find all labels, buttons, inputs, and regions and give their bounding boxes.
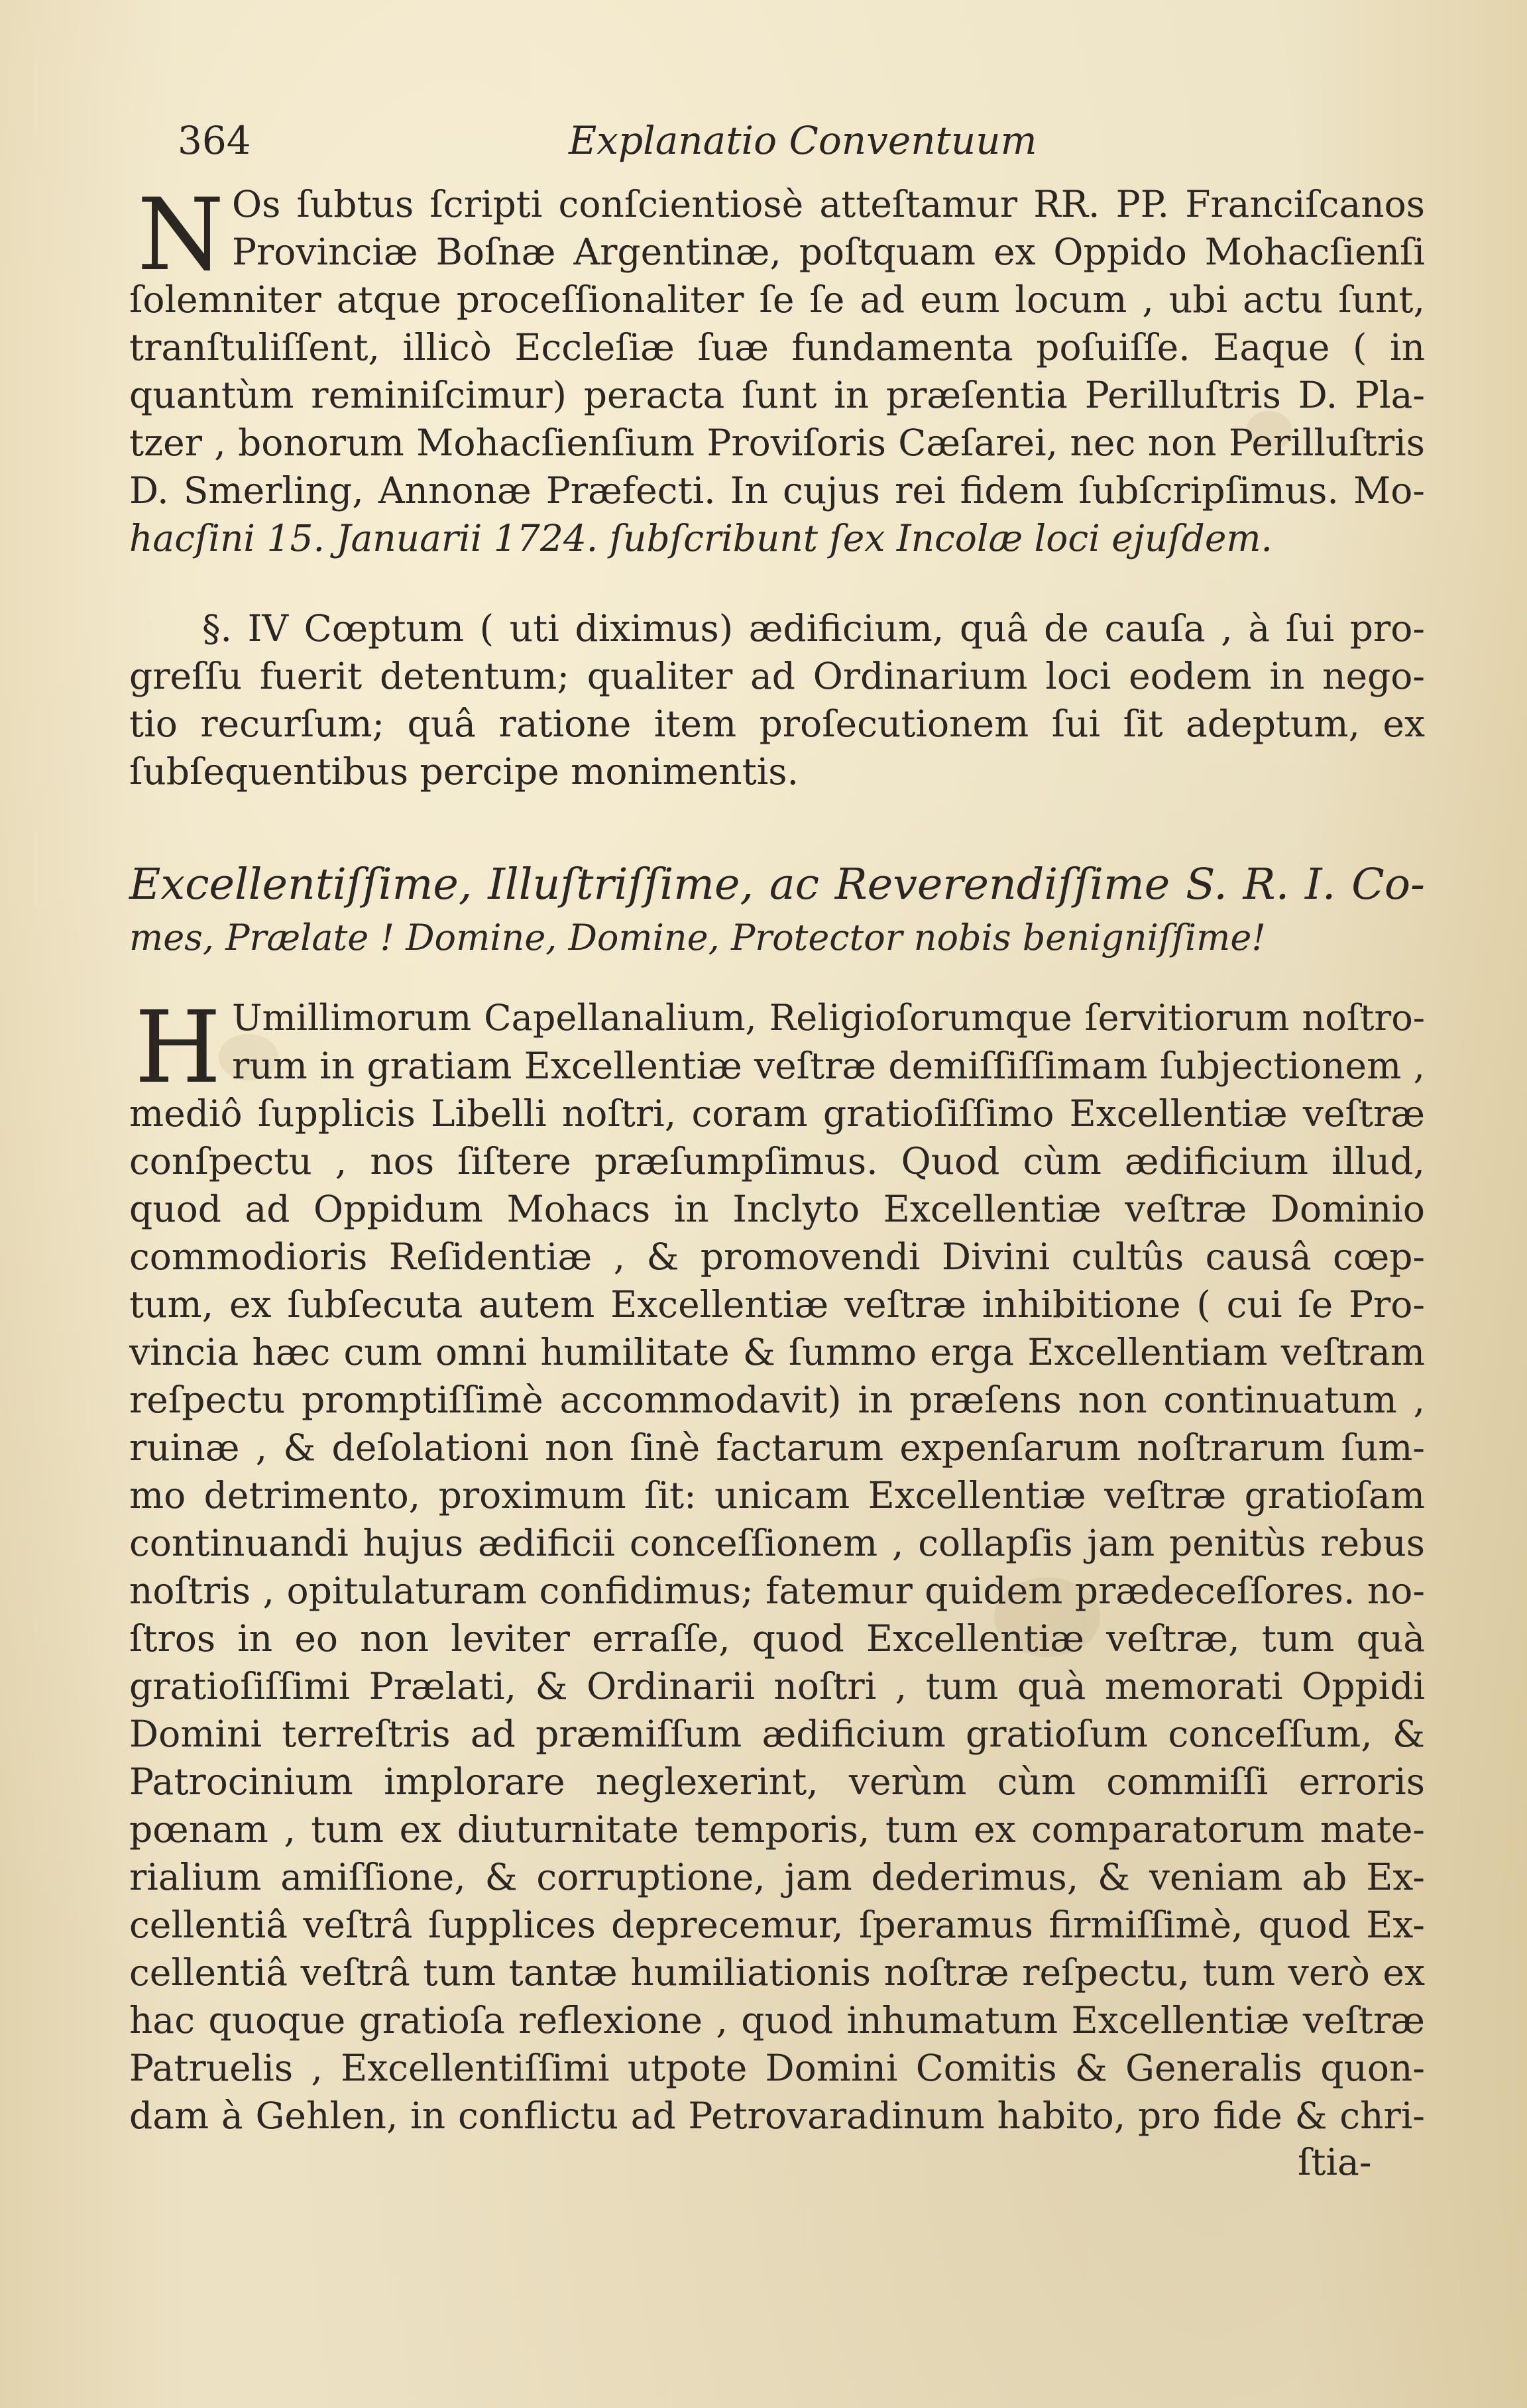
catchword: ſtia- bbox=[1298, 2141, 1372, 2183]
text-line: mo detrimento, proximum ſit: unicam Excellentiæ veſtræ gratioſam bbox=[129, 1474, 1425, 1517]
section-iv-paragraph bbox=[129, 604, 1425, 795]
text-line: hac quoque gratioſa reflexione , quod inhumatum Excellentiæ veſtræ bbox=[129, 1999, 1425, 2041]
dropcap-n: N bbox=[137, 178, 225, 293]
text-line: pœnam , tum ex diuturnitate temporis, tum ex comparatorum mate- bbox=[129, 1808, 1425, 1851]
text-line: cellentiâ veſtrâ ſupplices deprecemur, ſperamus firmiſſimè, quod Ex- bbox=[129, 1904, 1425, 1946]
text-line: gratioſiſſimi Prælati, & Ordinarii noſtri , tum quà memorati Oppidi bbox=[129, 1665, 1425, 1707]
text-line: tzer , bonorum Mohacſienſium Proviſoris Cæſarei, nec non Perilluſtris bbox=[129, 422, 1425, 464]
address-heading bbox=[129, 855, 1425, 961]
text-line: dam à Gehlen, in conflictu ad Petrovaradinum habito, pro fide & chri- bbox=[129, 2094, 1425, 2137]
text-line: tio recurſum; quâ ratione item proſecutionem ſui ſit adeptum, ex bbox=[129, 703, 1425, 745]
running-head bbox=[178, 118, 1331, 178]
text-line: conſpectu , nos ſiſtere præſumpſimus. Quod cùm ædificium illud, bbox=[129, 1140, 1425, 1182]
text-line: Patruelis , Excellentiſſimi utpote Domini Comitis & Generalis quon- bbox=[129, 2047, 1425, 2089]
page-number: 364 bbox=[178, 118, 251, 163]
running-title: Explanatio Conventuum bbox=[569, 118, 1037, 163]
text-line: quod ad Oppidum Mohacs in Inclyto Excellentiæ veſtræ Dominio bbox=[129, 1188, 1425, 1230]
text-line: ſtros in eo non leviter erraſſe, quod Excellentiæ veſtræ, tum quà bbox=[129, 1617, 1425, 1660]
text-line: ſubſequentibus percipe monimentis. bbox=[129, 750, 799, 793]
text-line: rialium amiſſione, & corruptione, jam dederimus, & veniam ab Ex- bbox=[129, 1856, 1425, 1898]
text-line: rum in gratiam Excellentiæ veſtræ demiſſiſſimam ſubjectionem , bbox=[232, 1045, 1425, 1087]
dropcap-h: H bbox=[135, 990, 221, 1106]
text-line: §. IV Cœptum ( uti diximus) ædificium, quâ de cauſa , à ſui pro- bbox=[202, 607, 1425, 650]
heading-line: mes, Prælate ! Domine, Domine, Protector nobis benigniſſime! bbox=[129, 917, 1267, 958]
text-line: Domini terreſtris ad præmiſſum ædificium gratioſum conceſſum, & bbox=[129, 1713, 1425, 1755]
text-line: continuandi hujus ædificii conceſſionem , collapſis jam penitùs rebus bbox=[129, 1522, 1425, 1564]
text-line: noſtris , opitulaturam confidimus; fatemur quidem prædeceſſores. no- bbox=[129, 1570, 1425, 1612]
heading-line: Excellentiſſime, Illuſtriſſime, ac Reverendiſſime S. R. I. Co- bbox=[129, 860, 1425, 909]
text-line: Os ſubtus ſcripti conſcientiosè atteſtamur RR. PP. Franciſcanos bbox=[232, 183, 1425, 225]
text-line: Provinciæ Boſnæ Argentinæ, poſtquam ex Oppido Mohacſienſi bbox=[232, 231, 1425, 273]
text-line: mediô ſupplicis Libelli noſtri, coram gratioſiſſimo Excellentiæ veſtræ bbox=[129, 1092, 1425, 1135]
text-line: reſpectu promptiſſimè accommodavit) in præſens non continuatum , bbox=[129, 1379, 1425, 1421]
petition-paragraph bbox=[129, 990, 1425, 2140]
text-line: ruinæ , & deſolationi non ſinè factarum expenſarum noſtrarum ſum- bbox=[129, 1426, 1425, 1469]
text-line: vincia hæc cum omni humilitate & ſummo erga Excellentiam veſtram bbox=[129, 1331, 1425, 1373]
text-line: Umillimorum Capellanalium, Religioſorumque ſervitiorum noſtro- bbox=[232, 997, 1425, 1039]
text-line: tranſtuliſſent, illicò Eccleſiæ ſuæ fundamenta poſuiſſe. Eaque ( in bbox=[129, 326, 1425, 369]
text-line: cellentiâ veſtrâ tum tantæ humiliationis noſtræ reſpectu, tum verò ex bbox=[129, 1951, 1425, 1994]
text-line: greſſu fuerit detentum; qualiter ad Ordinarium loci eodem in nego- bbox=[129, 655, 1425, 697]
text-line: ſolemniter atque proceſſionaliter ſe ſe ad eum locum , ubi actu ſunt, bbox=[129, 278, 1425, 321]
text-line: hacſini 15. Januarii 1724. ſubſcribunt ſex Incolæ loci ejuſdem. bbox=[129, 517, 1273, 559]
text-line: quantùm reminiſcimur) peracta ſunt in præſentia Perilluſtris D. Pla- bbox=[129, 374, 1425, 416]
attestation-paragraph bbox=[129, 180, 1425, 562]
text-line: tum, ex ſubſecuta autem Excellentiæ veſtræ inhibitione ( cui ſe Pro- bbox=[129, 1283, 1425, 1326]
text-line: D. Smerling, Annonæ Præfecti. In cujus rei fidem ſubſcripſimus. Mo- bbox=[129, 469, 1425, 512]
text-line: commodioris Reſidentiæ , & promovendi Divini cultûs causâ cœp- bbox=[129, 1235, 1425, 1278]
text-line: Patrocinium implorare neglexerint, verùm cùm commiſſi erroris bbox=[129, 1760, 1425, 1803]
